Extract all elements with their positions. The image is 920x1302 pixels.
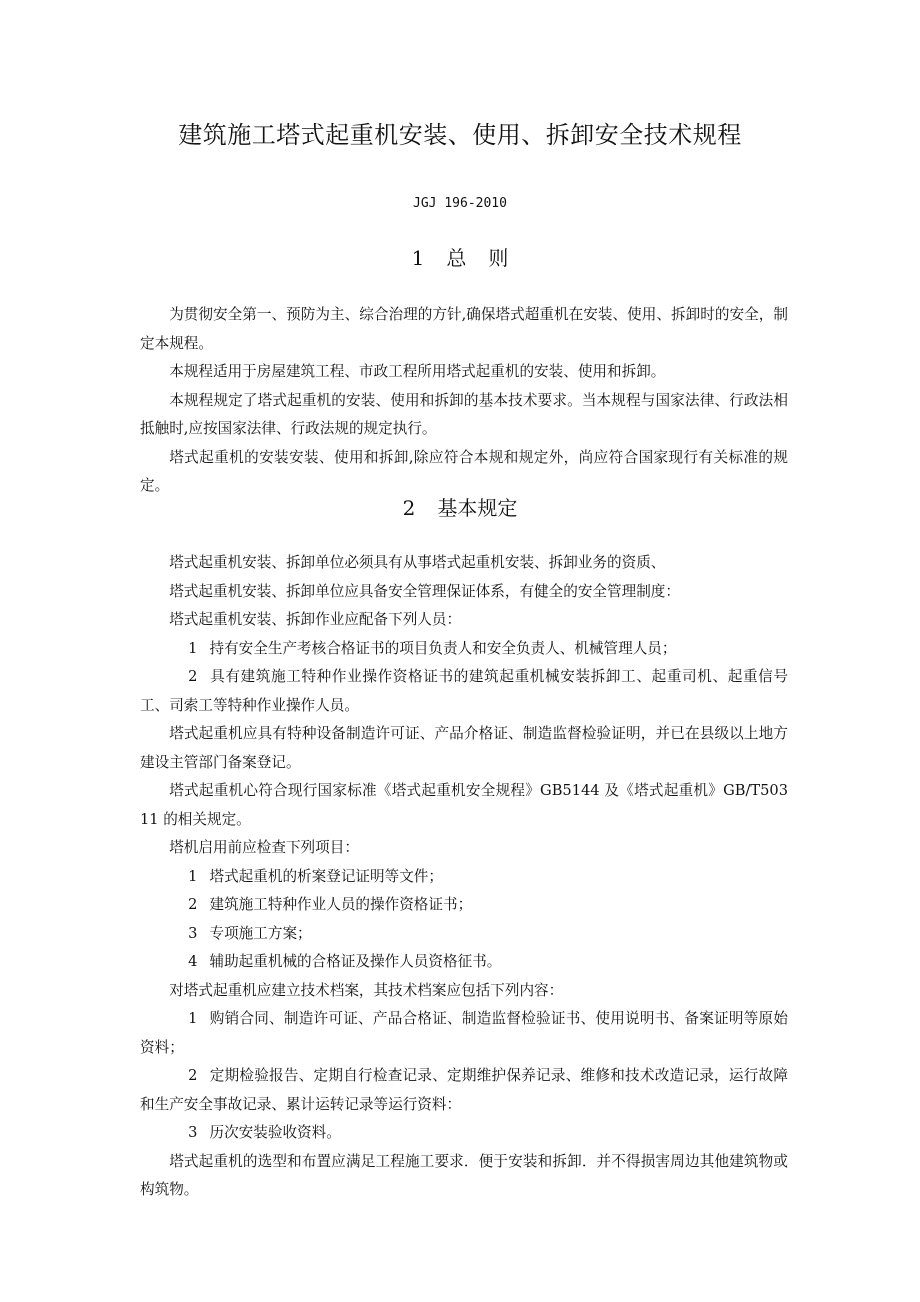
paragraph: 塔式起重机的选型和布置应满足工程施工要求．便于安装和拆卸．并不得损害周边其他建筑物或构筑物。 [140,1152,788,1198]
section-2-number: 2 [402,496,416,520]
paragraph: 本规程规定了塔式起重机的安装、使用和拆卸的基本技术要求。当本规程与国家法律、行政法相抵触时,应按国家法律、行政法规的规定执行。 [140,391,788,437]
list-item [140,1062,788,1119]
paragraph: 塔机启用前应检查下列项目： [169,839,359,856]
paragraph: 塔式起重机安装、拆卸作业应配备下列人员： [169,611,462,628]
list-item-number: 2 [188,1067,198,1084]
standard-code: JGJ 196-2010 [413,196,507,211]
section-2-heading [0,494,920,522]
list-item-number: 3 [188,924,198,942]
list-item [140,891,788,920]
section-1-title-part1: 总 [446,246,467,270]
list-item-text: 具有建筑施工特种作业操作资格证书的建筑起重机械安装拆卸工、起重司机、起重信号工、司索工等特种作业操作人员。 [140,668,788,714]
list-item-text: 塔式起重机的析案登记证明等文件； [209,867,443,885]
list-item [140,1005,788,1062]
paragraph: 为贯彻安全第一、预防为主、综合治理的方针,确保塔式超重机在安装、使用、拆卸时的安全，制定本规程。 [140,306,788,352]
list-item-number: 1 [188,639,198,657]
paragraph: 塔式起重机应具有特种设备制造许可证、产品介格证、制造监督检验证明，并已在县级以上地方建设主管部门备案登记。 [140,725,788,771]
list-item-number: 3 [188,1124,198,1141]
section-1-heading [0,244,920,272]
list-item [140,635,788,664]
paragraph: 对塔式起重机应建立技术档案，其技术档案应包括下列内容： [169,981,564,999]
list-item [140,920,788,949]
list-item-number: 2 [188,668,198,685]
list-item-number: 2 [188,896,198,913]
section-2-body [140,549,788,1205]
document-title: 建筑施工塔式起重机安装、使用、拆卸安全技术规程 [178,121,742,149]
list-item-text: 建筑施工特种作业人员的操作资格证书； [209,896,473,913]
list-item-text: 辅助起重机械的合格证及操作人员资格征书。 [209,953,502,970]
paragraph: 塔式起重机安装、拆卸单位应具备安全管理保证体系，有健全的安全管理制度： [169,582,680,600]
list-item-text: 历次安装验收资料。 [209,1124,341,1141]
list-item-text: 购销合同、制造许可证、产品合格证、制造监督检验证书、使用说明书、备案证明等原始资料； [140,1010,788,1056]
list-item-number: 1 [188,1010,198,1027]
section-1-body [140,301,788,501]
list-item-number: 1 [188,867,198,885]
list-item-text: 定期检验报告、定期自行检查记录、定期维护保养记录、维修和技术改造记录，运行故障和生产安全事故记录、累计运转记录等运行资料： [140,1067,788,1113]
paragraph: 塔式起重机心符合现行国家标准《塔式起重机安全规程》GB5144 及《塔式起重机》GB/T50311 的相关规定。 [140,782,788,828]
list-item [140,948,788,977]
list-item-number: 4 [188,953,198,970]
paragraph: 塔式起重机的安装安装、使用和拆卸,除应符合本规和规定外，尚应符合国家现行有关标准的规定。 [140,448,788,494]
list-item-text: 持有安全生产考核合格证书的项目负责人和安全负责人、机械管理人员； [209,639,677,657]
section-2-title: 基本规定 [437,496,518,520]
list-item-text: 专项施工方案； [209,924,312,942]
paragraph: 塔式起重机安装、拆卸单位必须具有从事塔式起重机安装、拆卸业务的资质、 [169,554,666,571]
list-item [140,663,788,720]
paragraph: 本规程适用于房屋建筑工程、市政工程所用塔式起重机的安装、使用和拆卸。 [169,363,666,380]
list-item [140,1119,788,1148]
list-item [140,863,788,892]
section-1-title-part2: 则 [488,246,509,270]
section-1-number: 1 [411,246,425,270]
